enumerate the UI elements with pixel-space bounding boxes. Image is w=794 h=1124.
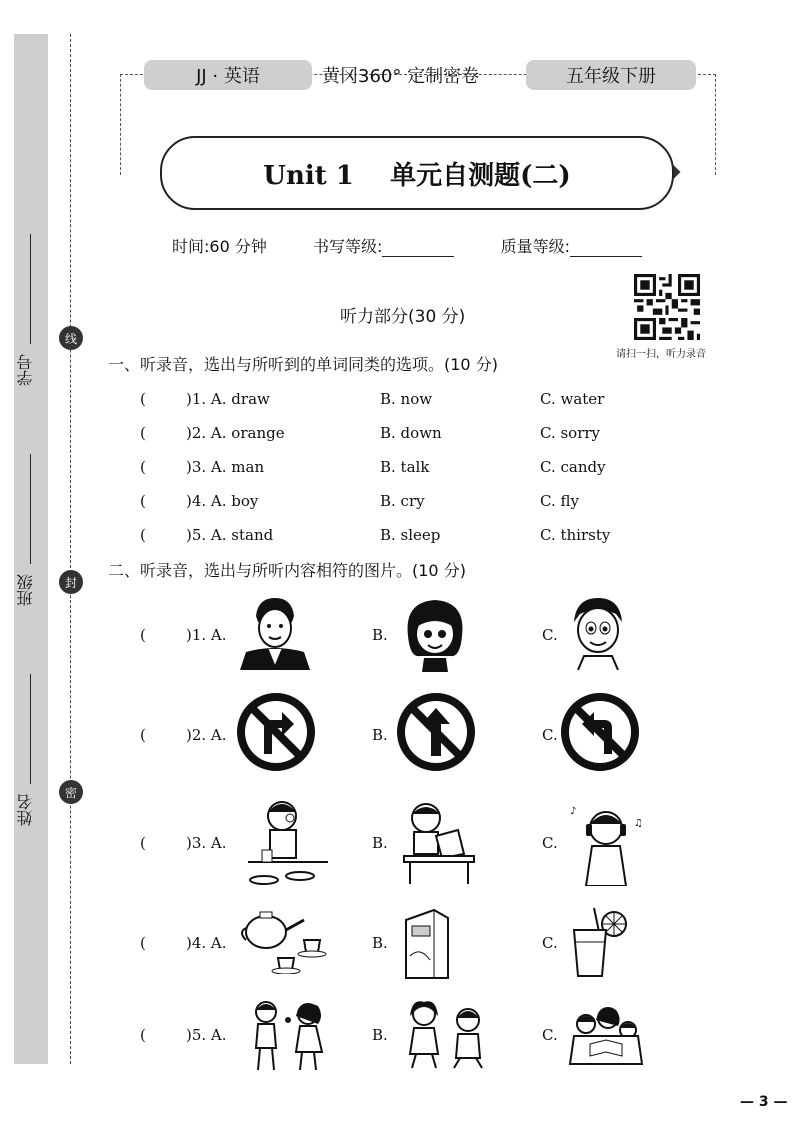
- boy-listening-music-icon[interactable]: [566, 800, 648, 886]
- option-a-label: )3. A.: [186, 834, 227, 852]
- no-straight-sign-icon[interactable]: [396, 692, 476, 772]
- option-b-label: B.: [372, 726, 388, 744]
- class-label: 班级: [16, 574, 35, 606]
- section2-title: 二、听录音，选出与所听内容相符的图片。(10 分): [108, 561, 466, 580]
- option-b-label: B.: [372, 626, 388, 644]
- girl-face-icon[interactable]: [402, 596, 468, 672]
- family-reading-icon[interactable]: [566, 1004, 646, 1066]
- children-playing-icon[interactable]: [402, 998, 492, 1070]
- option-b-label: B.: [372, 834, 388, 852]
- answer-bracket[interactable]: (: [140, 626, 146, 644]
- svg-text:♫: ♫: [634, 818, 643, 829]
- boy-eating-icon[interactable]: [244, 796, 330, 888]
- meta-line: [172, 234, 642, 257]
- option-c-label: C.: [542, 726, 558, 744]
- answer-bracket[interactable]: (: [140, 390, 146, 408]
- answer-bracket[interactable]: (: [140, 424, 146, 442]
- grade-pill: 五年级下册: [526, 60, 696, 90]
- subject-pill: JJ · 英语: [144, 60, 312, 90]
- page-title: Unit 1 单元自测题(二): [263, 160, 571, 191]
- option-b: B. now: [380, 390, 433, 408]
- boy-reading-at-desk-icon[interactable]: [400, 798, 478, 886]
- handwriting-label: 书写等级:: [313, 237, 383, 256]
- answer-bracket[interactable]: (: [140, 726, 146, 744]
- qr-code-icon[interactable]: [634, 274, 700, 340]
- option-b: B. sleep: [380, 526, 441, 544]
- option-c: C. sorry: [540, 424, 601, 442]
- student-id-blank: [30, 234, 31, 344]
- option-c-label: C.: [542, 626, 558, 644]
- line-mark: 线: [59, 326, 83, 350]
- quality-blank: [570, 240, 642, 257]
- quality-label: 质量等级:: [500, 237, 571, 256]
- boy-face-icon[interactable]: [566, 594, 630, 670]
- man-in-suit-icon[interactable]: [238, 594, 312, 670]
- name-blank: [30, 674, 31, 784]
- name-label: 姓名: [16, 794, 35, 826]
- no-right-turn-sign-icon[interactable]: [236, 692, 316, 772]
- binding-strip: [14, 34, 48, 1064]
- option-a-label: )5. A.: [186, 1026, 227, 1044]
- option-a-label: )4. A.: [186, 934, 227, 952]
- answer-bracket[interactable]: (: [140, 526, 146, 544]
- answer-bracket[interactable]: (: [140, 934, 146, 952]
- option-c: C. candy: [540, 458, 606, 476]
- option-c: C. water: [540, 390, 605, 408]
- listening-title: 听力部分(30 分): [340, 307, 466, 327]
- option-c: C. thirsty: [540, 526, 611, 544]
- option-a: )3. A. man: [186, 458, 265, 476]
- option-a-label: )2. A.: [186, 726, 227, 744]
- option-c-label: C.: [542, 934, 558, 952]
- answer-bracket[interactable]: (: [140, 1026, 146, 1044]
- children-singing-icon[interactable]: [244, 998, 334, 1072]
- answer-bracket[interactable]: (: [140, 834, 146, 852]
- option-b: B. cry: [380, 492, 425, 510]
- seal-mark: 封: [59, 570, 83, 594]
- option-a: )4. A. boy: [186, 492, 259, 510]
- title-box: [160, 136, 674, 210]
- student-id-label: 学号: [16, 354, 35, 386]
- option-b-label: B.: [372, 934, 388, 952]
- handwriting-blank: [382, 240, 454, 257]
- option-a: )5. A. stand: [186, 526, 274, 544]
- option-c-label: C.: [542, 834, 558, 852]
- milk-carton-icon[interactable]: [398, 906, 452, 980]
- binding-dashed-line: [70, 34, 71, 1064]
- option-b: B. down: [380, 424, 442, 442]
- answer-bracket[interactable]: (: [140, 458, 146, 476]
- brand-text: 黄冈360° 定制密卷: [322, 66, 480, 87]
- juice-glass-icon[interactable]: [564, 906, 630, 978]
- answer-bracket[interactable]: (: [140, 492, 146, 510]
- teapot-and-cups-icon[interactable]: [238, 908, 330, 974]
- no-left-turn-sign-icon[interactable]: [560, 692, 640, 772]
- option-b-label: B.: [372, 1026, 388, 1044]
- svg-text:♪: ♪: [570, 806, 577, 817]
- option-c-label: C.: [542, 1026, 558, 1044]
- qr-caption: 请扫一扫，听力录音: [616, 349, 706, 360]
- time-label: 时间:60 分钟: [172, 237, 267, 256]
- option-c: C. fly: [540, 492, 579, 510]
- option-a-label: )1. A.: [186, 626, 227, 644]
- section1-title: 一、听录音，选出与所听到的单词同类的选项。(10 分): [108, 355, 498, 374]
- option-b: B. talk: [380, 458, 430, 476]
- page-number: — 3 —: [740, 1094, 788, 1110]
- option-a: )2. A. orange: [186, 424, 285, 442]
- option-a: )1. A. draw: [186, 390, 270, 408]
- class-blank: [30, 454, 31, 564]
- secret-mark: 密: [59, 780, 83, 804]
